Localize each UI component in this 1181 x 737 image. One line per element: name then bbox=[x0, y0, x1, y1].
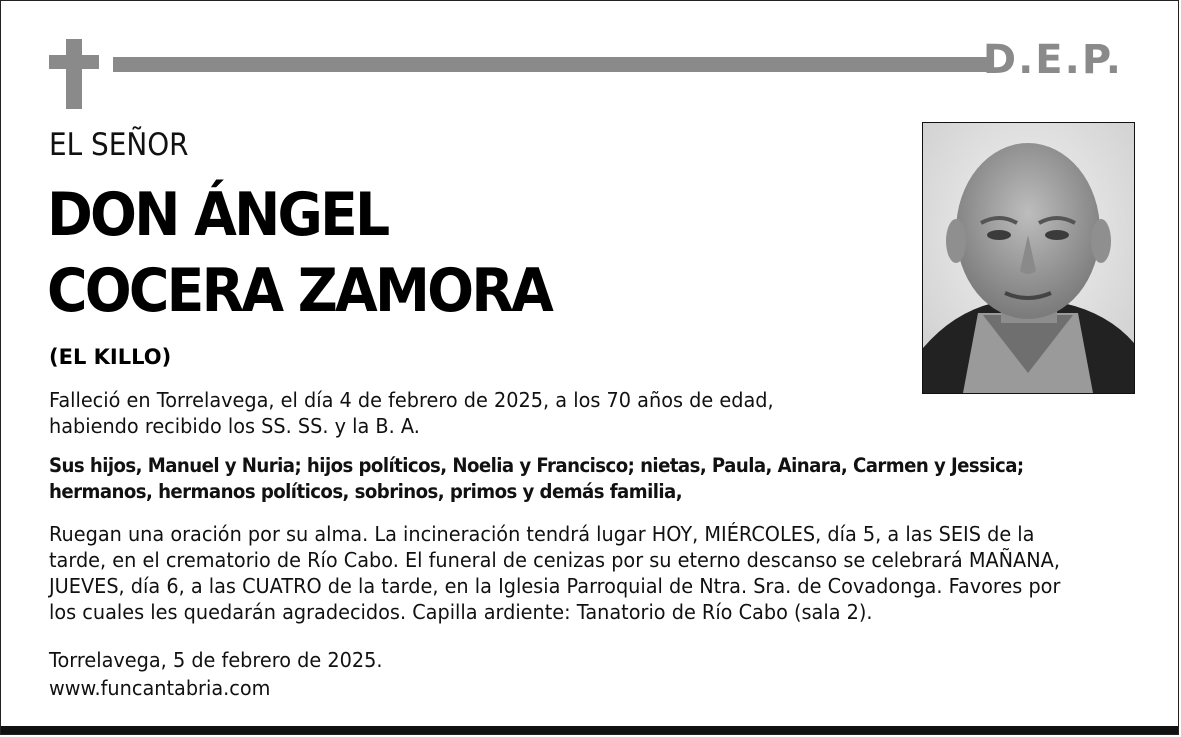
deceased-name bbox=[47, 177, 551, 329]
death-notice bbox=[49, 387, 820, 439]
service-details-line: los cuales les quedarán agradecidos. Capilla ardiente: Tanatorio de Río Cabo (sala 2). bbox=[49, 600, 873, 624]
family-list bbox=[49, 453, 1072, 505]
website-link[interactable]: www.funcantabria.com bbox=[49, 676, 271, 700]
bottom-border bbox=[1, 726, 1178, 734]
cross-icon bbox=[49, 39, 99, 109]
dep-label: D.E.P. bbox=[982, 37, 1123, 83]
deceased-prefix: EL SEÑOR bbox=[49, 127, 189, 163]
deceased-nickname: (EL KILLO) bbox=[49, 345, 172, 369]
family-list-line: Sus hijos, Manuel y Nuria; hijos políticos, Noelia y Francisco; nietas, Paula, Ainara, Carmen y Jessica; bbox=[49, 454, 1024, 477]
death-notice-line: habiendo recibido los SS. SS. y la B. A. bbox=[49, 414, 420, 438]
service-details-line: JUEVES, día 6, a las CUATRO de la tarde, en la Iglesia Parroquial de Ntra. Sra. de Covadonga. Favores por bbox=[49, 574, 1061, 598]
service-details-line: tarde, en el crematorio de Río Cabo. El funeral de cenizas por su eterno descanso se celebrará MAÑANA, bbox=[49, 548, 1060, 572]
header-rule bbox=[113, 57, 989, 72]
service-details-line: Ruegan una oración por su alma. La incineración tendrá lugar HOY, MIÉRCOLES, día 5, a las SEIS de la bbox=[49, 522, 1035, 546]
deceased-name-line1: DON ÁNGEL bbox=[47, 180, 388, 250]
place-date: Torrelavega, 5 de febrero de 2025. bbox=[49, 648, 383, 672]
deceased-name-line2: COCERA ZAMORA bbox=[47, 256, 552, 326]
family-list-line: hermanos, hermanos políticos, sobrinos, primos y demás familia, bbox=[49, 480, 683, 503]
deceased-photo bbox=[922, 122, 1135, 394]
service-details bbox=[49, 521, 1116, 625]
death-notice-line: Falleció en Torrelavega, el día 4 de febrero de 2025, a los 70 años de edad, bbox=[49, 388, 774, 412]
